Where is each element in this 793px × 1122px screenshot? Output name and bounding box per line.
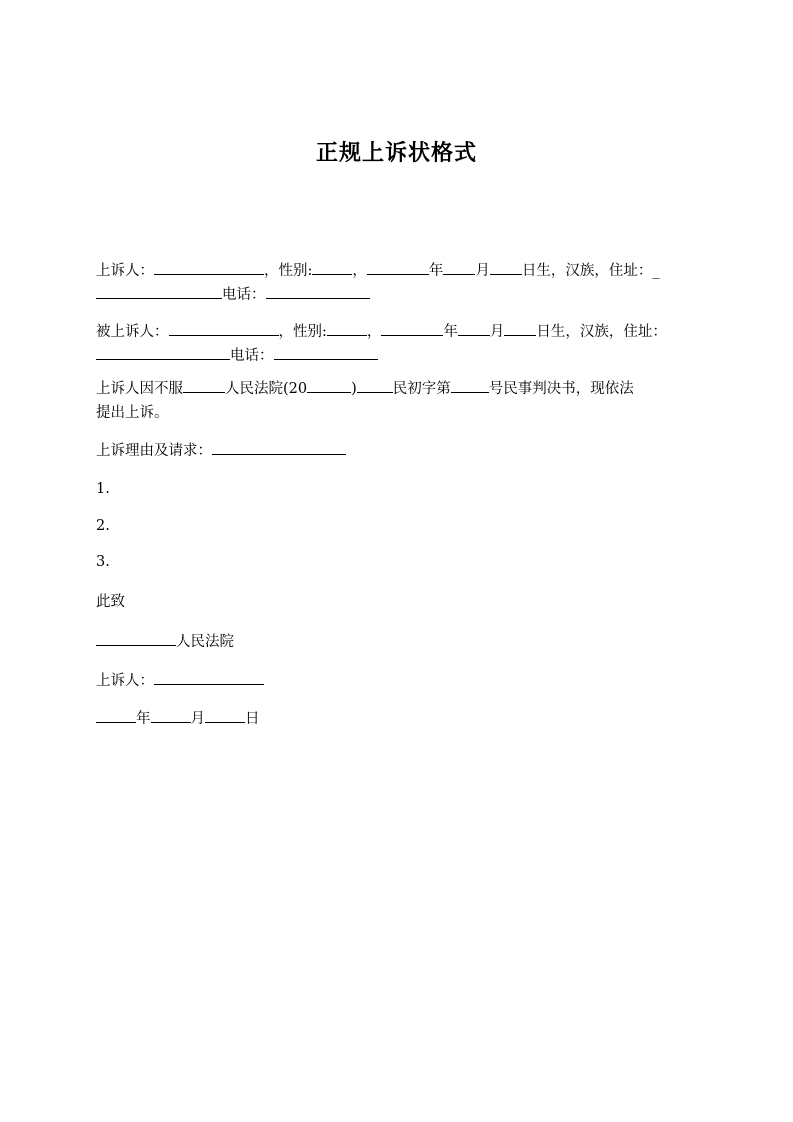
comma: ， [366, 324, 382, 340]
comma: ， [278, 324, 293, 340]
gender-label: 性别: [278, 263, 313, 279]
date-year-label: 年 [136, 711, 151, 727]
judgment-text: 号民事判决书，现依法 [488, 381, 634, 397]
appeal-reason-block [96, 377, 708, 425]
appellee-birth-year-blank[interactable] [381, 320, 443, 336]
month-label: 月 [489, 324, 505, 340]
request-item-1: 1. [96, 481, 110, 497]
gender-label: 性别: [293, 324, 327, 340]
appellant-gender-blank[interactable] [312, 259, 352, 275]
date-month-label: 月 [190, 711, 205, 727]
date-day-label: 日 [245, 711, 260, 727]
appellant-address-blank[interactable] [96, 283, 222, 299]
birth-ethnic-address-label: 日生，汉族，住址： [536, 324, 667, 340]
case-type-text: 民初字第 [392, 381, 451, 397]
appellee-block [96, 320, 708, 368]
court-name-blank[interactable] [183, 377, 225, 393]
close-paren: ) [351, 381, 357, 397]
request-blank[interactable] [212, 439, 346, 455]
court-line [96, 630, 708, 654]
document-title: 正规上诉状格式 [315, 141, 477, 166]
case-code-blank[interactable] [357, 377, 393, 393]
case-year-blank[interactable] [307, 377, 351, 393]
reason-text: 上诉人因不服 [96, 381, 183, 397]
month-label: 月 [475, 263, 490, 279]
reason-line-1 [96, 377, 708, 401]
year-label: 年 [443, 324, 458, 340]
salutation: 此致 [96, 594, 125, 610]
appellee-birth-day-blank[interactable] [504, 320, 536, 336]
phone-label: 电话： [230, 348, 274, 364]
appellant-birth-day-blank[interactable] [490, 259, 522, 275]
trailing-underscore: _ [652, 263, 660, 279]
appellee-birth-month-blank[interactable] [458, 320, 490, 336]
court-blank[interactable] [96, 630, 176, 646]
comma: ， [264, 263, 279, 279]
appellant-phone-blank[interactable] [266, 283, 370, 299]
appellee-name-blank[interactable] [169, 320, 279, 336]
date-day-blank[interactable] [205, 707, 245, 723]
appellee-line-2 [96, 344, 708, 368]
appellant-line-2 [96, 283, 708, 307]
court-text: 人民法院(20 [225, 381, 308, 397]
case-number-blank[interactable] [451, 377, 489, 393]
appellant-birth-year-blank[interactable] [367, 259, 429, 275]
appellee-line-1 [96, 320, 708, 344]
appellant-block [96, 259, 708, 307]
appellant-name-blank[interactable] [154, 259, 264, 275]
date-month-blank[interactable] [151, 707, 191, 723]
request-label: 上诉理由及请求： [96, 443, 212, 459]
appellee-gender-blank[interactable] [327, 320, 367, 336]
signature-line [96, 669, 708, 693]
signature-label: 上诉人： [96, 673, 154, 689]
date-line [96, 707, 708, 731]
comma: ， [352, 263, 367, 279]
appellant-label: 上诉人： [96, 263, 154, 279]
phone-label: 电话： [222, 287, 266, 303]
request-item-3: 3. [96, 554, 110, 570]
appellee-phone-blank[interactable] [274, 344, 378, 360]
appellee-address-blank[interactable] [96, 344, 230, 360]
year-label: 年 [428, 263, 444, 279]
request-block [96, 439, 708, 463]
court-label: 人民法院 [176, 634, 234, 650]
signature-blank[interactable] [154, 669, 264, 685]
birth-ethnic-address-label: 日生，汉族，住址： [521, 263, 653, 279]
appellant-line-1 [96, 259, 708, 283]
appellee-label: 被上诉人： [96, 324, 169, 340]
reason-line-2: 提出上诉。 [96, 405, 169, 421]
appellant-birth-month-blank[interactable] [443, 259, 475, 275]
date-year-blank[interactable] [96, 707, 136, 723]
request-item-2: 2. [96, 518, 110, 534]
